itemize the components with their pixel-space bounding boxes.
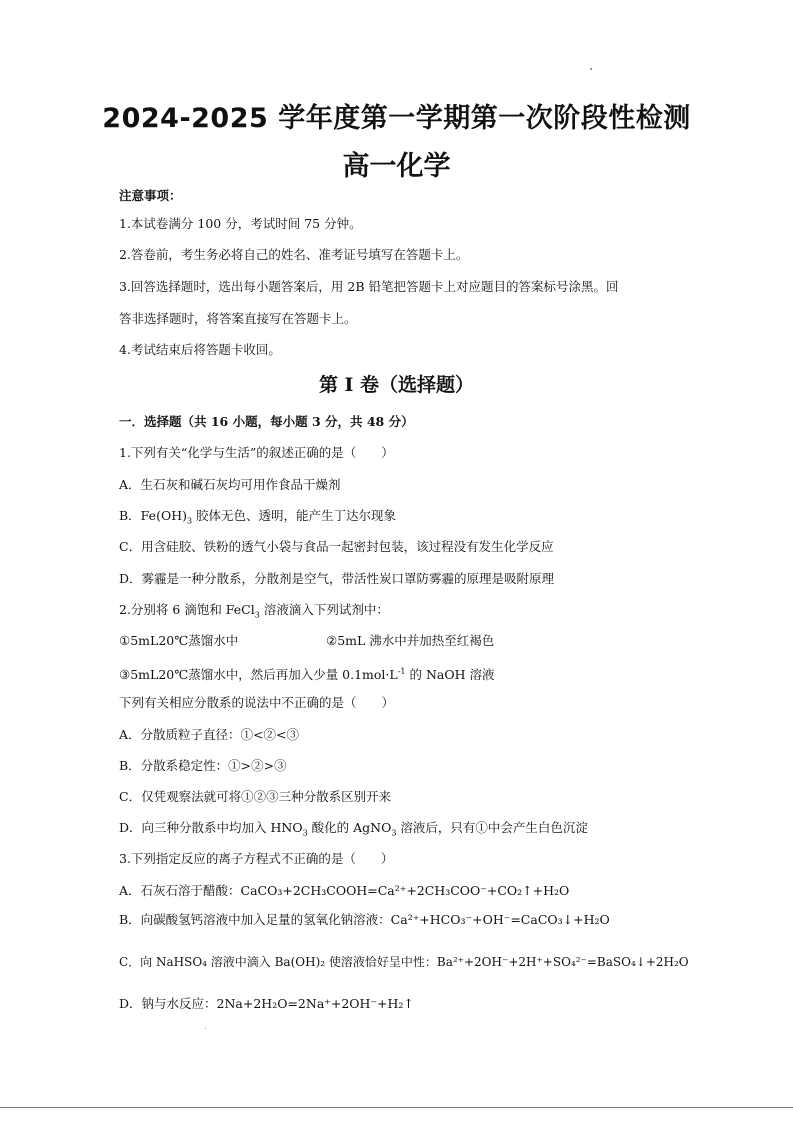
q2-option-b: B．分散系稳定性：①>②>③ [119, 758, 287, 773]
section-title: 第 I 卷（选择题） [318, 374, 475, 396]
notice-item-1: 1.本试卷满分 100 分，考试时间 75 分钟。 [119, 216, 362, 231]
notice-item-3: 3.回答选择题时，选出每小题答案后，用 2B 铅笔把答题卡上对应题目的答案标号涂黑。回 [119, 279, 619, 294]
q2-reagent-1: ①5mL20℃蒸馏水中 [119, 633, 239, 648]
scan-dot [590, 68, 592, 70]
q3-option-d: D．钠与水反应：2Na+2H₂O=2Na⁺+2OH⁻+H₂↑ [119, 996, 414, 1011]
q2-question: 下列有关相应分散系的说法中不正确的是（ ） [119, 695, 395, 710]
q1-b-pre: B．Fe(OH) [119, 508, 187, 523]
q2-option-a: A．分散质粒子直径：①<②<③ [119, 727, 299, 742]
q1-stem: 1.下列有关“化学与生活”的叙述正确的是（ ） [119, 445, 394, 460]
q2-r3-pre: ③5mL20℃蒸馏水中，然后再加入少量 0.1mol·L [119, 667, 398, 683]
part-heading: 一．选择题（共 16 小题，每小题 3 分，共 48 分） [119, 414, 414, 429]
q2-stem-pre: 2.分别将 6 滴饱和 FeCl [119, 602, 255, 617]
q1-option-b [119, 507, 396, 531]
q1-option-c: C．用含硅胶、铁粉的透气小袋与食品一起密封包装，该过程没有发生化学反应 [119, 539, 554, 554]
page-bottom-rule [0, 1107, 793, 1108]
subject-title: 高一化学 [342, 151, 451, 182]
exam-title: 2024-2025 学年度第一学期第一次阶段性检测 [102, 103, 691, 134]
q2-stem-sub: 3 [254, 610, 260, 620]
q2-reagent-3 [119, 663, 494, 684]
q1-b-post: 胶体无色、透明，能产生丁达尔现象 [192, 508, 397, 523]
scan-dot-2 [205, 1028, 206, 1029]
q2-r3-post: 的 NaOH 溶液 [405, 667, 495, 683]
q2-d-sub2: 3 [391, 828, 397, 838]
q3-option-b: B．向碳酸氢钙溶液中加入足量的氢氧化钠溶液：Ca²⁺+HCO₃⁻+OH⁻=CaCO₃↓+H₂O [119, 912, 610, 927]
q2-d-pre: D．向三种分散系中均加入 HNO [119, 820, 303, 835]
q3-stem: 3.下列指定反应的离子方程式不正确的是（ ） [119, 851, 394, 866]
q2-option-c: C．仅凭观察法就可将①②③三种分散系区别开来 [119, 789, 392, 804]
q1-option-d: D．雾霾是一种分散系，分散剂是空气，带活性炭口罩防雾霾的原理是吸附原理 [119, 571, 555, 586]
q2-stem-post: 溶液滴入下列试剂中： [259, 602, 389, 617]
q2-d-sub1: 3 [302, 828, 308, 838]
notice-item-3-cont: 答非选择题时，将答案直接写在答题卡上。 [119, 311, 357, 326]
q2-d-mid: 酸化的 AgNO [307, 820, 392, 835]
q2-reagent-2: ②5mL 沸水中并加热至红褐色 [326, 633, 495, 648]
q3-option-c: C．向 NaHSO₄ 溶液中滴入 Ba(OH)₂ 使溶液恰好呈中性：Ba²⁺+2OH⁻+2H⁺+SO₄²⁻=BaSO₄↓+2H₂O [119, 955, 689, 969]
notice-heading: 注意事项： [119, 188, 182, 203]
notice-item-4: 4.考试结束后将答题卡收回。 [119, 342, 281, 357]
q2-r3-sup: -1 [397, 667, 406, 676]
q2-d-post: 溶液后，只有①中会产生白色沉淀 [396, 820, 588, 835]
q3-option-a: A．石灰石溶于醋酸：CaCO₃+2CH₃COOH=Ca²⁺+2CH₃COO⁻+CO₂↑+H₂O [119, 883, 570, 898]
q2-stem [119, 601, 389, 625]
q1-b-sub: 3 [186, 516, 193, 526]
q1-option-a: A．生石灰和碱石灰均可用作食品干燥剂 [119, 477, 341, 492]
q2-option-d [119, 819, 588, 843]
notice-item-2: 2.答卷前，考生务必将自己的姓名、准考证号填写在答题卡上。 [119, 247, 469, 262]
